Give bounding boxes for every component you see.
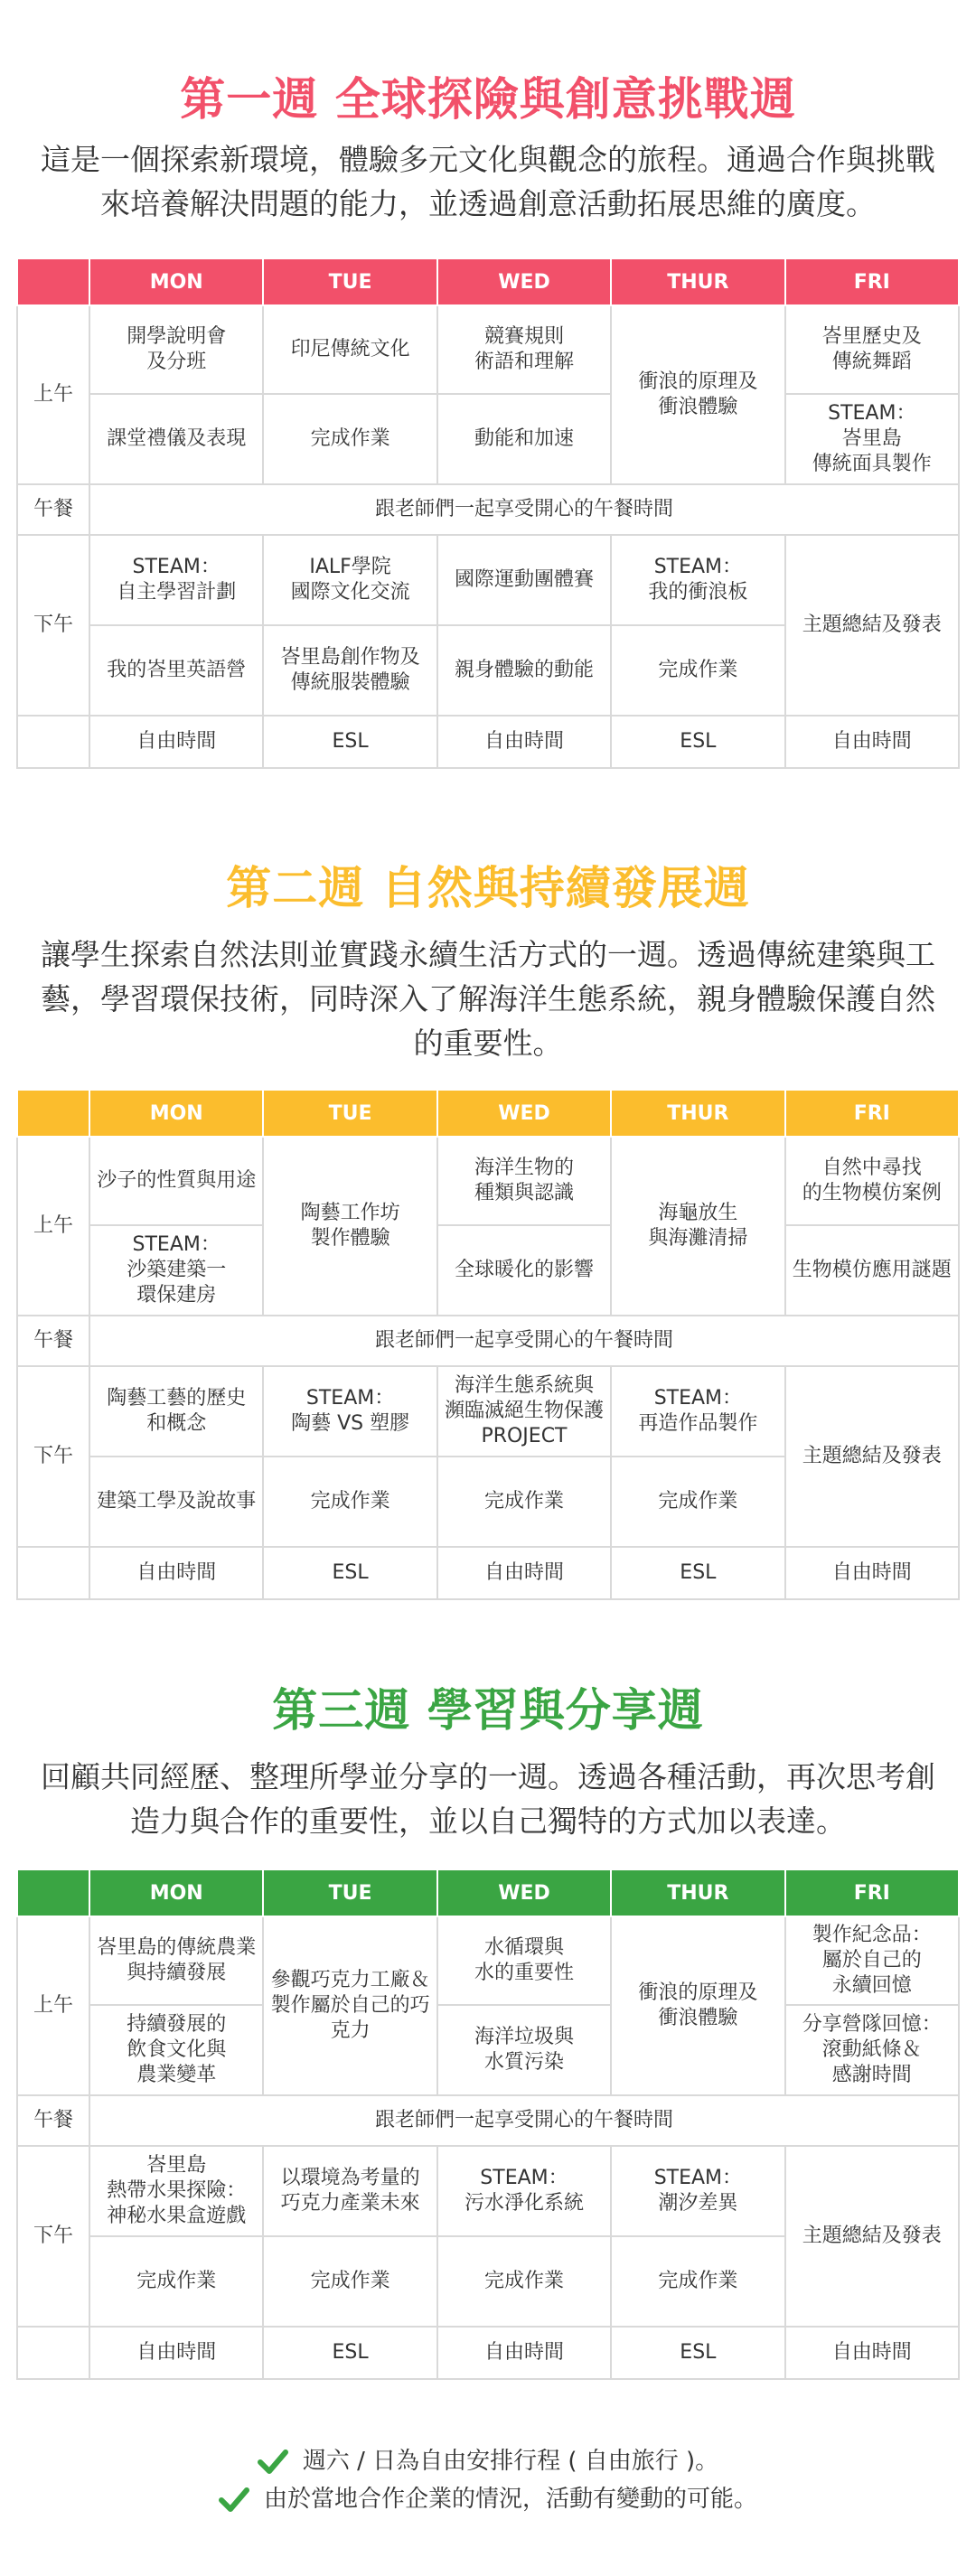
cell: IALF學院 國際文化交流 (263, 535, 436, 625)
slot-pm: 下午 (17, 1366, 89, 1547)
slot-am: 上午 (17, 1137, 89, 1316)
checkmark-icon (219, 2486, 249, 2513)
cell: 自由時間 (785, 716, 959, 768)
week1-header-blank (17, 258, 89, 305)
cell: 海洋垃圾與 水質污染 (437, 2005, 611, 2095)
cell: 競賽規則 術語和理解 (437, 305, 611, 394)
day-wed: WED (437, 1090, 611, 1137)
week3-am-row-1 (17, 1916, 959, 2005)
note-item (0, 2444, 976, 2478)
slot-blank (17, 1547, 89, 1599)
cell: STEAM： 陶藝 VS 塑膠 (263, 1366, 436, 1457)
cell: 完成作業 (611, 625, 784, 716)
week3-description: 回顧共同經歷、整理所學並分享的一週。透過各種活動，再次思考創造力與合作的重要性，並以自己獨特的方式加以表達。 (41, 1759, 935, 1839)
cell: STEAM： 峇里島 傳統面具製作 (785, 394, 959, 484)
cell: 主題總結及發表 (785, 2146, 959, 2327)
day-fri: FRI (785, 258, 959, 305)
day-fri: FRI (785, 1869, 959, 1916)
week2-title: 第二週 自然與持續發展週 (226, 862, 750, 914)
cell: 開學說明會 及分班 (89, 305, 263, 394)
day-wed: WED (437, 1869, 611, 1916)
cell: 持續發展的 飲食文化與 農業變革 (89, 2005, 263, 2095)
cell: ESL (263, 2327, 436, 2379)
slot-lunch: 午餐 (17, 2095, 89, 2146)
week1-pm-row-1 (17, 535, 959, 625)
day-wed: WED (437, 258, 611, 305)
cell: 主題總結及發表 (785, 535, 959, 716)
cell: 自由時間 (89, 716, 263, 768)
week1-schedule-table (16, 258, 960, 769)
cell: 陶藝工藝的歷史 和概念 (89, 1366, 263, 1457)
week3-am-row-2 (17, 2005, 959, 2095)
week3-schedule-table (16, 1869, 960, 2380)
cell: ESL (611, 1547, 784, 1599)
note-item (0, 2482, 976, 2516)
slot-am: 上午 (17, 305, 89, 484)
cell: 製作紀念品： 屬於自己的 永續回憶 (785, 1916, 959, 2005)
lunch-cell: 跟老師們一起享受開心的午餐時間 (89, 484, 959, 535)
checkmark-icon (258, 2448, 288, 2475)
cell: 完成作業 (437, 1457, 611, 1547)
note-text: 週六 / 日為自由安排行程 ( 自由旅行 )。 (302, 2448, 719, 2475)
slot-pm: 下午 (17, 535, 89, 716)
cell: 課堂禮儀及表現 (89, 394, 263, 484)
week3-lunch-row (17, 2095, 959, 2146)
cell: 生物模仿應用謎題 (785, 1225, 959, 1316)
cell: STEAM： 污水淨化系統 (437, 2146, 611, 2236)
week2-description: 讓學生探索自然法則並實踐永續生活方式的一週。透過傳統建築與工藝，學習環保技術，同時深入了解海洋生態系統，親身體驗保護自然的重要性。 (41, 937, 935, 1061)
slot-am: 上午 (17, 1916, 89, 2095)
cell: 參觀巧克力工廠＆ 製作屬於自己的巧 克力 (263, 1916, 436, 2095)
cell: ESL (263, 1547, 436, 1599)
cell: 全球暖化的影響 (437, 1225, 611, 1316)
day-mon: MON (89, 1869, 263, 1916)
cell: 衝浪的原理及 衝浪體驗 (611, 305, 784, 484)
cell: 動能和加速 (437, 394, 611, 484)
cell: 完成作業 (89, 2236, 263, 2327)
slot-blank (17, 716, 89, 768)
cell: 自由時間 (437, 716, 611, 768)
note-text: 由於當地合作企業的情況，活動有變動的可能。 (263, 2486, 757, 2513)
cell: 水循環與 水的重要性 (437, 1916, 611, 2005)
lunch-cell: 跟老師們一起享受開心的午餐時間 (89, 1316, 959, 1366)
cell: ESL (611, 2327, 784, 2379)
cell: 沙子的性質與用途 (89, 1137, 263, 1225)
cell: 自由時間 (785, 1547, 959, 1599)
day-tue: TUE (263, 1869, 436, 1916)
cell: 自由時間 (89, 1547, 263, 1599)
slot-lunch: 午餐 (17, 484, 89, 535)
day-tue: TUE (263, 258, 436, 305)
cell: ESL (611, 716, 784, 768)
cell: 完成作業 (263, 1457, 436, 1547)
cell: 自然中尋找 的生物模仿案例 (785, 1137, 959, 1225)
day-thur: THUR (611, 1869, 784, 1916)
cell: STEAM： 自主學習計劃 (89, 535, 263, 625)
week1-section (0, 0, 976, 786)
week1-am-row-1 (17, 305, 959, 394)
week2-schedule-table (16, 1089, 960, 1600)
cell: 海洋生態系統與 瀕臨滅絕生物保護 PROJECT (437, 1366, 611, 1457)
day-mon: MON (89, 1090, 263, 1137)
week1-lunch-row (17, 484, 959, 535)
week3-pm-row-1 (17, 2146, 959, 2236)
cell: 以環境為考量的 巧克力產業未來 (263, 2146, 436, 2236)
cell: 完成作業 (611, 1457, 784, 1547)
cell: STEAM： 沙築建築一 環保建房 (89, 1225, 263, 1316)
week2-am-row-2 (17, 1225, 959, 1316)
week3-section (0, 1617, 976, 2421)
week2-header-row (17, 1090, 959, 1137)
cell: 完成作業 (263, 2236, 436, 2327)
cell: STEAM： 我的衝浪板 (611, 535, 784, 625)
week1-am-row-2 (17, 394, 959, 484)
week2-section (0, 786, 976, 1617)
week2-free-row (17, 1547, 959, 1599)
cell: 自由時間 (89, 2327, 263, 2379)
day-fri: FRI (785, 1090, 959, 1137)
week1-free-row (17, 716, 959, 768)
cell: 完成作業 (611, 2236, 784, 2327)
footer-notes (0, 2444, 976, 2516)
week2-header-blank (17, 1090, 89, 1137)
day-tue: TUE (263, 1090, 436, 1137)
cell: 印尼傳統文化 (263, 305, 436, 394)
cell: 陶藝工作坊 製作體驗 (263, 1137, 436, 1316)
cell: STEAM： 再造作品製作 (611, 1366, 784, 1457)
cell: 自由時間 (785, 2327, 959, 2379)
week1-description: 這是一個探索新環境，體驗多元文化與觀念的旅程。通過合作與挑戰來培養解決問題的能力，並透過創意活動拓展思維的廣度。 (41, 142, 935, 221)
cell: 自由時間 (437, 2327, 611, 2379)
cell: 完成作業 (437, 2236, 611, 2327)
cell: 我的峇里英語營 (89, 625, 263, 716)
day-thur: THUR (611, 1090, 784, 1137)
week2-lunch-row (17, 1316, 959, 1366)
slot-lunch: 午餐 (17, 1316, 89, 1366)
cell: 峇里島創作物及 傳統服裝體驗 (263, 625, 436, 716)
cell: 峇里島的傳統農業 與持續發展 (89, 1916, 263, 2005)
cell: 建築工學及說故事 (89, 1457, 263, 1547)
lunch-cell: 跟老師們一起享受開心的午餐時間 (89, 2095, 959, 2146)
day-thur: THUR (611, 258, 784, 305)
cell: 海洋生物的 種類與認識 (437, 1137, 611, 1225)
cell: 海龜放生 與海灘清掃 (611, 1137, 784, 1316)
week3-header-blank (17, 1869, 89, 1916)
week2-pm-row-1 (17, 1366, 959, 1457)
cell: 自由時間 (437, 1547, 611, 1599)
cell: 國際運動團體賽 (437, 535, 611, 625)
week3-header-row (17, 1869, 959, 1916)
week2-am-row-1 (17, 1137, 959, 1225)
week1-header-row (17, 258, 959, 305)
week3-free-row (17, 2327, 959, 2379)
slot-blank (17, 2327, 89, 2379)
cell: STEAM： 潮汐差異 (611, 2146, 784, 2236)
cell: 峇里歷史及 傳統舞蹈 (785, 305, 959, 394)
slot-pm: 下午 (17, 2146, 89, 2327)
cell: 峇里島 熱帶水果探險： 神秘水果盒遊戲 (89, 2146, 263, 2236)
cell: 親身體驗的動能 (437, 625, 611, 716)
week3-title: 第三週 學習與分享週 (272, 1684, 704, 1737)
cell: 主題總結及發表 (785, 1366, 959, 1547)
cell: 完成作業 (263, 394, 436, 484)
week1-title: 第一週 全球探險與創意挑戰週 (180, 73, 796, 126)
day-mon: MON (89, 258, 263, 305)
cell: 衝浪的原理及 衝浪體驗 (611, 1916, 784, 2095)
cell: ESL (263, 716, 436, 768)
cell: 分享營隊回憶： 滾動紙條＆ 感謝時間 (785, 2005, 959, 2095)
